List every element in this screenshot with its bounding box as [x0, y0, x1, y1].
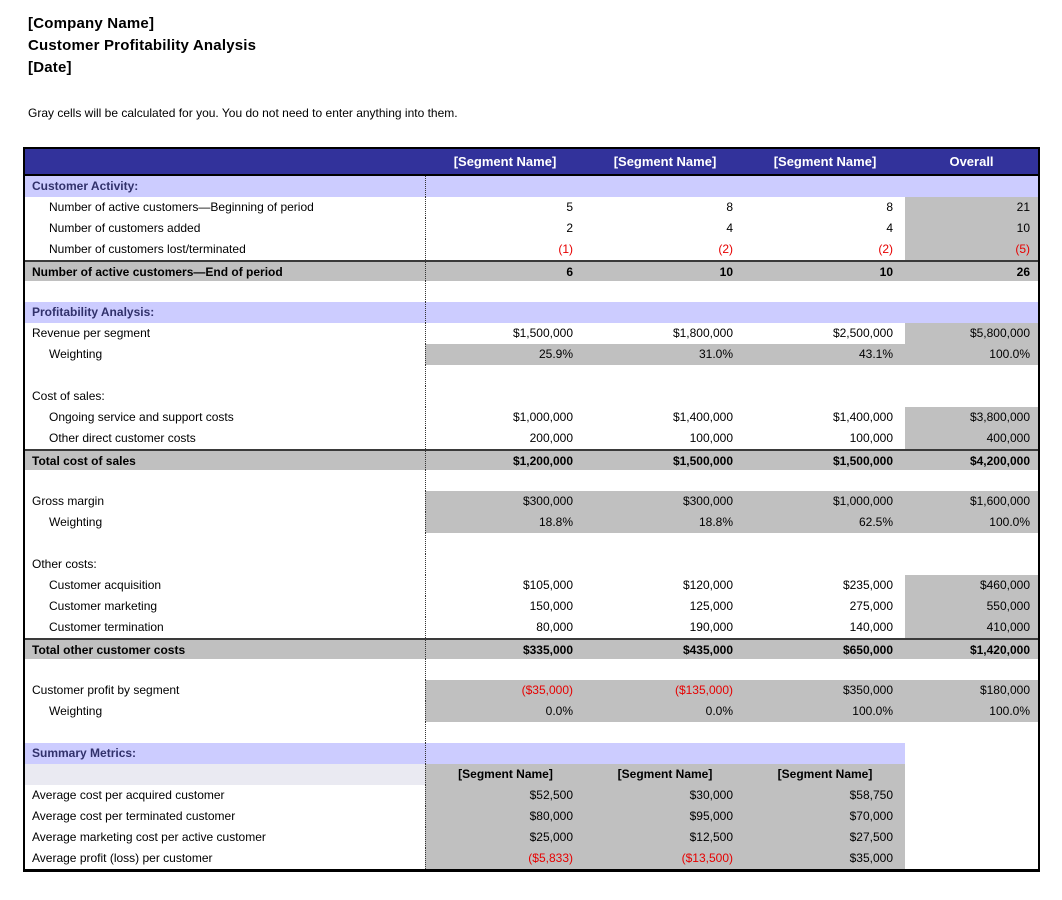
calculated-total-cell[interactable]: 10 — [585, 262, 745, 281]
empty-cell — [425, 659, 585, 680]
empty-cell — [585, 533, 745, 554]
value-cell[interactable]: 100.0% — [905, 512, 1038, 533]
empty-cell — [425, 470, 585, 491]
data-row — [25, 617, 1038, 638]
empty-cell — [585, 281, 745, 302]
value-cell[interactable]: 25.9% — [425, 344, 585, 365]
row-label: Customer termination — [49, 620, 164, 634]
calculated-total-cell[interactable]: $335,000 — [425, 640, 585, 659]
value-cell[interactable]: (2) — [718, 242, 733, 256]
value-cell[interactable]: $300,000 — [585, 491, 745, 512]
row-label: Average cost per terminated customer — [32, 809, 236, 823]
calculated-total-cell[interactable]: 26 — [905, 262, 1038, 281]
value-cell[interactable]: $460,000 — [905, 575, 1038, 596]
row-label: Average cost per acquired customer — [32, 788, 225, 802]
value-cell[interactable]: 100.0% — [905, 701, 1038, 722]
spacer-row — [25, 533, 1038, 554]
section-title: Summary Metrics: — [25, 743, 425, 764]
row-label: Revenue per segment — [32, 326, 151, 340]
empty-cell — [745, 659, 905, 680]
value-cell[interactable]: $30,000 — [585, 785, 745, 806]
value-cell — [585, 386, 745, 407]
empty-cell — [745, 722, 905, 743]
value-cell[interactable]: $1,400,000 — [672, 410, 733, 424]
value-cell[interactable]: 550,000 — [905, 596, 1038, 617]
row-label: Total cost of sales — [25, 451, 425, 470]
segment-column-header[interactable]: [Segment Name] — [773, 154, 877, 169]
profitability-table — [23, 147, 1040, 872]
value-cell — [585, 554, 745, 575]
value-cell — [745, 554, 905, 575]
value-cell[interactable]: 21 — [905, 197, 1038, 218]
section-header-row — [25, 302, 1038, 323]
date-placeholder: [Date] — [28, 59, 72, 76]
value-cell[interactable]: 275,000 — [849, 599, 893, 613]
value-cell[interactable]: $180,000 — [905, 680, 1038, 701]
row-label: Average profit (loss) per customer — [32, 851, 213, 865]
data-row — [25, 785, 1038, 806]
row-label — [25, 722, 425, 743]
row-label — [25, 281, 425, 302]
value-cell[interactable]: 140,000 — [849, 620, 893, 634]
value-cell[interactable]: $1,000,000 — [745, 491, 905, 512]
value-cell[interactable]: 8 — [886, 200, 893, 214]
value-cell[interactable]: 125,000 — [689, 599, 733, 613]
segment-subheader-cell[interactable]: [Segment Name] — [745, 764, 905, 785]
data-row — [25, 218, 1038, 239]
data-row — [25, 575, 1038, 596]
value-cell[interactable]: $1,500,000 — [425, 323, 585, 344]
value-cell[interactable]: (2) — [878, 242, 893, 256]
segment-subheader-row — [25, 764, 1038, 785]
value-cell[interactable]: 18.8% — [585, 512, 745, 533]
value-cell[interactable]: 4 — [726, 221, 733, 235]
data-row — [25, 239, 1038, 260]
title-block — [0, 0, 1062, 79]
row-label: Customer marketing — [49, 599, 158, 613]
row-label — [25, 764, 425, 785]
value-cell[interactable]: 200,000 — [425, 428, 585, 449]
value-cell[interactable]: 2 — [425, 218, 585, 239]
instruction-note: Gray cells will be calculated for you. You do not need to enter anything into them. — [28, 106, 458, 120]
value-cell[interactable]: 31.0% — [585, 344, 745, 365]
value-cell[interactable]: 8 — [726, 200, 733, 214]
data-row — [25, 806, 1038, 827]
segment-column-header[interactable]: [Segment Name] — [453, 154, 557, 169]
segment-subheader-cell[interactable]: [Segment Name] — [425, 764, 585, 785]
row-label — [25, 365, 425, 386]
row-label: Ongoing service and support costs — [49, 410, 234, 424]
total-row — [25, 638, 1038, 659]
value-cell[interactable]: $2,500,000 — [832, 326, 893, 340]
value-cell[interactable]: 100.0% — [745, 701, 905, 722]
empty-cell — [425, 281, 585, 302]
value-cell[interactable]: $52,500 — [425, 785, 585, 806]
row-label: Gross margin — [32, 494, 105, 508]
value-cell[interactable]: 190,000 — [689, 620, 733, 634]
row-label: Number of active customers—Beginning of period — [49, 200, 314, 214]
calculated-total-cell[interactable]: 6 — [425, 262, 585, 281]
section-band-cell — [745, 176, 905, 197]
value-cell[interactable] — [905, 785, 1038, 806]
value-cell[interactable]: $5,800,000 — [905, 323, 1038, 344]
calculated-total-cell[interactable]: $1,500,000 — [745, 451, 905, 470]
value-cell[interactable]: 0.0% — [585, 701, 745, 722]
row-label: Weighting — [49, 515, 103, 529]
segment-column-header[interactable]: [Segment Name] — [613, 154, 717, 169]
section-header-row — [25, 176, 1038, 197]
empty-cell — [425, 365, 585, 386]
empty-cell — [585, 470, 745, 491]
data-row — [25, 197, 1038, 218]
value-cell[interactable]: $35,000 — [745, 848, 905, 869]
value-cell[interactable]: $235,000 — [842, 578, 893, 592]
value-cell[interactable]: ($135,000) — [585, 680, 745, 701]
calculated-total-cell[interactable]: $650,000 — [745, 640, 905, 659]
data-row — [25, 701, 1038, 722]
calculated-total-cell[interactable]: $1,500,000 — [585, 451, 745, 470]
section-title: Customer Activity: — [25, 176, 425, 197]
empty-cell — [905, 764, 1038, 785]
value-cell[interactable] — [905, 848, 1038, 869]
value-cell[interactable]: $80,000 — [425, 806, 585, 827]
value-cell[interactable]: 100.0% — [905, 344, 1038, 365]
row-label: Number of customers added — [49, 221, 201, 235]
section-band-cell — [425, 176, 585, 197]
empty-cell — [585, 365, 745, 386]
data-row — [25, 323, 1038, 344]
empty-cell — [585, 722, 745, 743]
value-cell[interactable]: 100,000 — [849, 431, 893, 445]
section-band-cell — [745, 302, 905, 323]
section-band-cell — [425, 302, 585, 323]
data-row — [25, 827, 1038, 848]
value-cell[interactable]: 5 — [425, 197, 585, 218]
company-name: [Company Name] — [28, 15, 155, 32]
value-cell[interactable]: $58,750 — [745, 785, 905, 806]
value-cell[interactable]: $1,000,000 — [425, 407, 585, 428]
section-band-cell — [745, 743, 905, 764]
value-cell[interactable]: $70,000 — [745, 806, 905, 827]
data-row — [25, 386, 1038, 407]
calculated-total-cell[interactable]: $435,000 — [585, 640, 745, 659]
value-cell — [905, 554, 1038, 575]
value-cell[interactable]: (1) — [425, 239, 585, 260]
row-label — [25, 470, 425, 491]
value-cell — [425, 386, 585, 407]
overall-column-header[interactable]: Overall — [949, 154, 994, 169]
empty-cell — [905, 281, 1038, 302]
row-label: Other direct customer costs — [49, 431, 196, 445]
empty-cell — [585, 659, 745, 680]
value-cell[interactable]: 4 — [886, 221, 893, 235]
spacer-row — [25, 659, 1038, 680]
value-cell[interactable]: $25,000 — [425, 827, 585, 848]
value-cell[interactable]: 80,000 — [425, 617, 585, 638]
row-label: Total other customer costs — [25, 640, 425, 659]
row-label: Number of customers lost/terminated — [49, 242, 246, 256]
value-cell[interactable]: $105,000 — [425, 575, 585, 596]
row-label: Customer acquisition — [49, 578, 162, 592]
spacer-row — [25, 281, 1038, 302]
section-band-cell — [425, 743, 585, 764]
section-band-cell — [905, 743, 1038, 764]
data-row — [25, 554, 1038, 575]
value-cell[interactable]: 400,000 — [905, 428, 1038, 449]
value-cell[interactable]: (5) — [905, 239, 1038, 260]
row-label: Customer profit by segment — [32, 683, 180, 697]
empty-cell — [745, 533, 905, 554]
data-row — [25, 428, 1038, 449]
calculated-total-cell[interactable]: $4,200,000 — [905, 451, 1038, 470]
section-band-cell — [585, 743, 745, 764]
empty-cell — [745, 281, 905, 302]
empty-cell — [425, 533, 585, 554]
value-cell[interactable]: $1,400,000 — [832, 410, 893, 424]
value-cell[interactable]: 410,000 — [905, 617, 1038, 638]
data-row — [25, 512, 1038, 533]
value-cell[interactable]: $120,000 — [682, 578, 733, 592]
row-label: Other costs: — [32, 557, 97, 571]
value-cell[interactable]: 62.5% — [745, 512, 905, 533]
empty-cell — [905, 470, 1038, 491]
empty-cell — [905, 533, 1038, 554]
row-label — [25, 659, 425, 680]
calculated-total-cell[interactable]: $1,200,000 — [425, 451, 585, 470]
value-cell[interactable] — [905, 827, 1038, 848]
value-cell[interactable]: ($35,000) — [425, 680, 585, 701]
section-band-cell — [905, 176, 1038, 197]
empty-cell — [905, 722, 1038, 743]
value-cell[interactable]: $3,800,000 — [905, 407, 1038, 428]
value-cell[interactable]: 100,000 — [689, 431, 733, 445]
data-row — [25, 344, 1038, 365]
page-title: Customer Profitability Analysis — [28, 37, 257, 54]
value-cell[interactable]: 150,000 — [425, 596, 585, 617]
section-band-cell — [905, 302, 1038, 323]
value-cell[interactable] — [905, 806, 1038, 827]
data-row — [25, 491, 1038, 512]
empty-cell — [905, 659, 1038, 680]
value-cell[interactable]: $300,000 — [425, 491, 585, 512]
data-row — [25, 848, 1038, 869]
section-title: Profitability Analysis: — [25, 302, 425, 323]
value-cell[interactable]: $12,500 — [585, 827, 745, 848]
row-label: Average marketing cost per active customer — [32, 830, 266, 844]
data-row — [25, 407, 1038, 428]
header-corner-cell — [25, 149, 425, 174]
value-cell — [425, 554, 585, 575]
value-cell[interactable]: ($5,833) — [425, 848, 585, 869]
empty-cell — [425, 722, 585, 743]
value-cell — [745, 386, 905, 407]
value-cell[interactable]: $95,000 — [585, 806, 745, 827]
total-row — [25, 260, 1038, 281]
segment-subheader-cell[interactable]: [Segment Name] — [585, 764, 745, 785]
row-label: Weighting — [49, 704, 103, 718]
spacer-row — [25, 470, 1038, 491]
data-row — [25, 680, 1038, 701]
value-cell — [905, 386, 1038, 407]
spacer-row — [25, 365, 1038, 386]
calculated-total-cell[interactable]: $1,420,000 — [905, 640, 1038, 659]
section-band-cell — [585, 302, 745, 323]
spacer-row — [25, 722, 1038, 743]
value-cell[interactable]: 43.1% — [745, 344, 905, 365]
value-cell[interactable]: $27,500 — [745, 827, 905, 848]
total-row — [25, 449, 1038, 470]
value-cell[interactable]: 18.8% — [425, 512, 585, 533]
row-label: Cost of sales: — [32, 389, 105, 403]
empty-cell — [905, 365, 1038, 386]
row-label — [25, 533, 425, 554]
section-band-cell — [585, 176, 745, 197]
value-cell[interactable]: 0.0% — [425, 701, 585, 722]
empty-cell — [745, 365, 905, 386]
table-header-row — [25, 149, 1038, 176]
value-cell[interactable]: 10 — [905, 218, 1038, 239]
value-cell[interactable]: $350,000 — [745, 680, 905, 701]
row-label: Number of active customers—End of period — [25, 262, 425, 281]
section-header-row — [25, 743, 1038, 764]
value-cell[interactable]: ($13,500) — [585, 848, 745, 869]
calculated-total-cell[interactable]: 10 — [745, 262, 905, 281]
value-cell[interactable]: $1,600,000 — [905, 491, 1038, 512]
empty-cell — [745, 470, 905, 491]
value-cell[interactable]: $1,800,000 — [672, 326, 733, 340]
row-label: Weighting — [49, 347, 103, 361]
data-row — [25, 596, 1038, 617]
